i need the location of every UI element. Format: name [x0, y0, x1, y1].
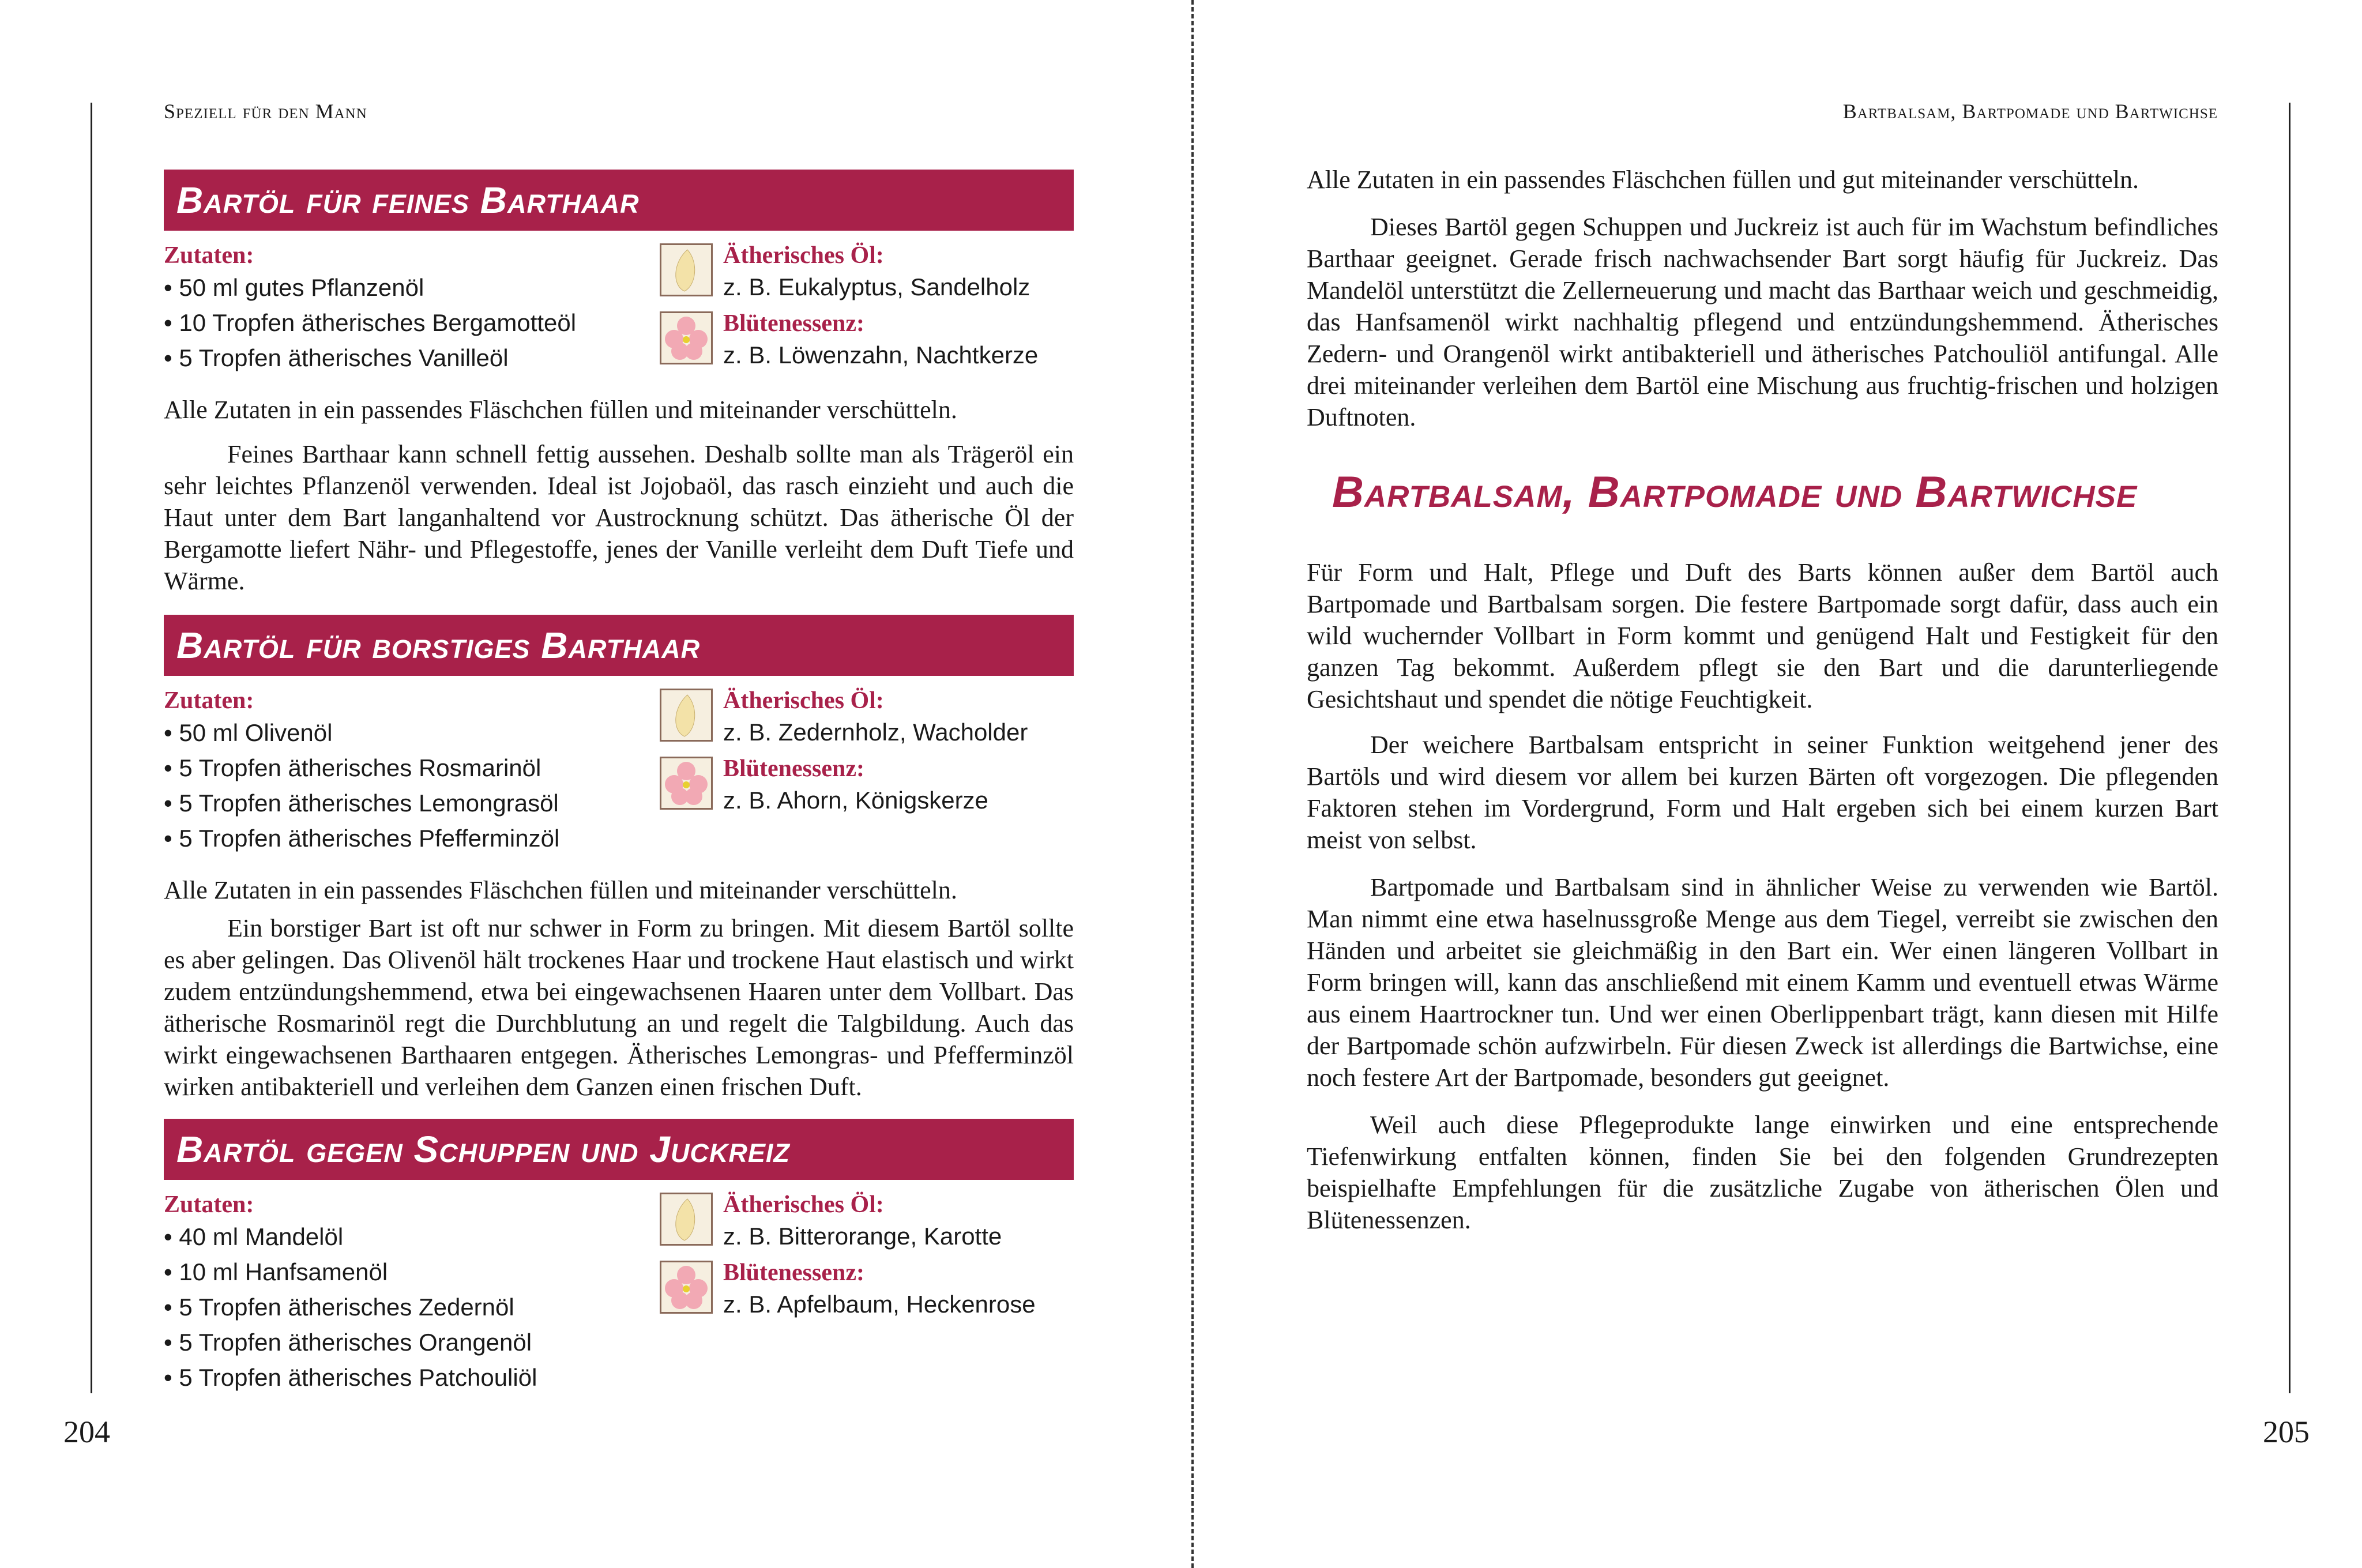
section-heading: Bartbalsam, Bartpomade und Bartwichse: [1332, 468, 2138, 517]
right-running-head: Bartbalsam, Bartpomade und Bartwichse: [1842, 100, 2218, 123]
flower-essence-value: z. B. Ahorn, Königskerze: [723, 787, 988, 814]
flower-essence-icon: [660, 1261, 713, 1314]
instruction-text: Alle Zutaten in ein passendes Fläschchen füllen und miteinander verschütteln.: [164, 876, 957, 904]
paragraph: Weil auch diese Pflegeprodukte lange einwirken und eine entsprechende Tiefenwirkung entfalten können, finden Sie bei den folgenden Grundrezepten beispielhafte Empfehlungen für die zusätzliche Zugabe von ätherischen Ölen und Blütenessenzen.: [1307, 1111, 2218, 1234]
essential-oil-icon: [660, 689, 713, 742]
essential-oil-icon: [660, 1193, 713, 1246]
paragraph: Bartpomade und Bartbalsam sind in ähnlicher Weise zu verwenden wie Bartöl. Man nimmt eine etwa haselnussgroße Menge aus dem Tiegel, verreibt sie zwischen den Händen und arbeitet sie gleichmäßig in den Bart ein. Wer einen längeren Vollbart in Form bringen will, kann das anschließend mit einem Kamm und eventuell etwas Wärme aus einem Haartrockner tun. Und wer einen Oberlippenbart trägt, kann diesen mit Hilfe der Bartpomade schön aufzwirbeln. Für diesen Zweck ist allerdings die Bartwichse, eine noch festere Art der Bartpomade, besonders gut geeignet.: [1307, 873, 2218, 1092]
ingredients-label: Zutaten:: [164, 242, 254, 269]
left-page-number: 204: [63, 1415, 110, 1449]
paragraph: Für Form und Halt, Pflege und Duft des Barts können außer dem Bartöl auch Bartpomade und Bartbalsam sorgen. Die festere Bartpomade sorgt dafür, dass auch ein wild wuchernder Vollbart in Form kommt und genügend Halt und Festigkeit für den ganzen Tag bekommt. Außerdem pflegt sie den Bart und die darunterliegende Gesichtshaut und spendet die nötige Feuchtigkeit.: [1307, 558, 2218, 713]
instruction-text: Alle Zutaten in ein passendes Fläschchen füllen und gut miteinander verschütteln.: [1307, 166, 2139, 194]
flower-essence-icon: [660, 757, 713, 810]
flower-essence-label: Blütenessenz:: [723, 1259, 864, 1286]
ingredient-item: • 5 Tropfen ätherisches Pfefferminzöl: [164, 821, 1074, 856]
essential-oil-label: Ätherisches Öl:: [723, 1191, 884, 1218]
ingredient-item: • 5 Tropfen ätherisches Orangenöl: [164, 1325, 1074, 1360]
ingredient-item: • 5 Tropfen ätherisches Lemongrasöl: [164, 785, 1074, 821]
page-gutter-divider: [1191, 0, 1194, 1568]
ingredient-item: • 5 Tropfen ätherisches Patchouliöl: [164, 1360, 1074, 1395]
ingredients-label: Zutaten:: [164, 687, 254, 714]
flower-essence-icon: [660, 311, 713, 364]
ingredient-item: • 5 Tropfen ätherisches Zedernöl: [164, 1289, 1074, 1325]
right-margin-rule: [2289, 103, 2290, 1393]
recipe-description: Feines Barthaar kann schnell fettig aussehen. Deshalb sollte man als Trägeröl ein sehr leichtes Pflanzenöl verwenden. Ideal ist Jojobaöl, das rasch einzieht und auch die Haut unter dem Bart langanhaltend vor Austrocknung schützt. Das ätherische Öl der Bergamotte liefert Nähr- und Pflegestoffe, jenes der Vanille verleiht dem Duft Tiefe und Wärme.: [164, 440, 1074, 595]
essential-oil-value: z. B. Bitterorange, Karotte: [723, 1223, 1002, 1250]
flower-essence-value: z. B. Löwenzahn, Nachtkerze: [723, 341, 1039, 369]
flower-essence-label: Blütenessenz:: [723, 755, 864, 782]
recipe-title-banner: Bartöl gegen Schuppen und Juckreiz: [164, 1119, 1074, 1180]
ingredient-item: • 50 ml Olivenöl: [164, 715, 1074, 750]
essential-oil-value: z. B. Eukalyptus, Sandelholz: [723, 273, 1030, 300]
ingredient-item: • 5 Tropfen ätherisches Vanilleöl: [164, 340, 1074, 375]
instruction-text: Alle Zutaten in ein passendes Fläschchen füllen und miteinander verschütteln.: [164, 396, 957, 424]
left-margin-rule: [91, 103, 92, 1393]
recipe-ingredients: [164, 686, 1074, 856]
ingredient-item: • 5 Tropfen ätherisches Rosmarinöl: [164, 750, 1074, 785]
ingredient-item: • 10 ml Hanfsamenöl: [164, 1254, 1074, 1289]
left-running-head: Speziell für den Mann: [164, 100, 367, 123]
ingredient-item: • 50 ml gutes Pflanzenöl: [164, 270, 1074, 305]
essential-oil-label: Ätherisches Öl:: [723, 687, 884, 714]
recipe-title-banner: Bartöl für feines Barthaar: [164, 170, 1074, 231]
recipe-ingredients: [164, 1190, 1074, 1395]
recipe-description: Ein borstiger Bart ist oft nur schwer in Form zu bringen. Mit diesem Bartöl sollte es aber gelingen. Das Olivenöl hält trockenes Haar und trockene Haut elastisch und wirkt zudem entzündungshemmend, etwa bei eingewachsenen Haaren unter dem Vollbart. Das ätherische Rosmarinöl regt die Durchblutung an und regelt die Talgbildung. Auch das wirkt eingewachsenen Barthaaren entgegen. Ätherisches Lemongras- und Pfefferminzöl wirken antibakteriell und verleihen dem Ganzen einen frischen Duft.: [164, 914, 1074, 1101]
flower-essence-value: z. B. Apfelbaum, Heckenrose: [723, 1291, 1036, 1318]
ingredients-label: Zutaten:: [164, 1191, 254, 1218]
right-page-number: 205: [2263, 1415, 2310, 1449]
ingredient-item: • 10 Tropfen ätherisches Bergamotteöl: [164, 305, 1074, 340]
flower-essence-label: Blütenessenz:: [723, 310, 864, 337]
essential-oil-value: z. B. Zedernholz, Wacholder: [723, 719, 1028, 746]
recipe-title-banner: Bartöl für borstiges Barthaar: [164, 615, 1074, 676]
essential-oil-icon: [660, 243, 713, 296]
essential-oil-label: Ätherisches Öl:: [723, 242, 884, 269]
ingredient-item: • 40 ml Mandelöl: [164, 1219, 1074, 1254]
paragraph: Der weichere Bartbalsam entspricht in seiner Funktion weitgehend jener des Bartöls und wird diesem vor allem bei kurzen Bärten oft vorgezogen. Die pflegenden Faktoren stehen im Vordergrund, Form und Halt ergeben sich bei einem kurzen Bart meist von selbst.: [1307, 731, 2218, 854]
recipe-description: Dieses Bartöl gegen Schuppen und Juckreiz ist auch für im Wachstum befindliches Barthaar geeignet. Gerade frisch nachwachsender Bart sorgt häufig für Juckreiz. Das Mandelöl unterstützt die Zellerneuerung und macht das Barthaar weich und geschmeidig, das Hanfsamenöl wirkt nachhaltig pflegend und entzündungshemmend. Ätherisches Zedern- und Orangenöl wirkt antibakteriell und ätherisches Patchouliöl antifungal. Alle drei miteinander verleihen dem Bartöl eine Mischung aus fruchtig-frischen und holzigen Duftnoten.: [1307, 213, 2218, 431]
recipe-ingredients: [164, 241, 1074, 375]
